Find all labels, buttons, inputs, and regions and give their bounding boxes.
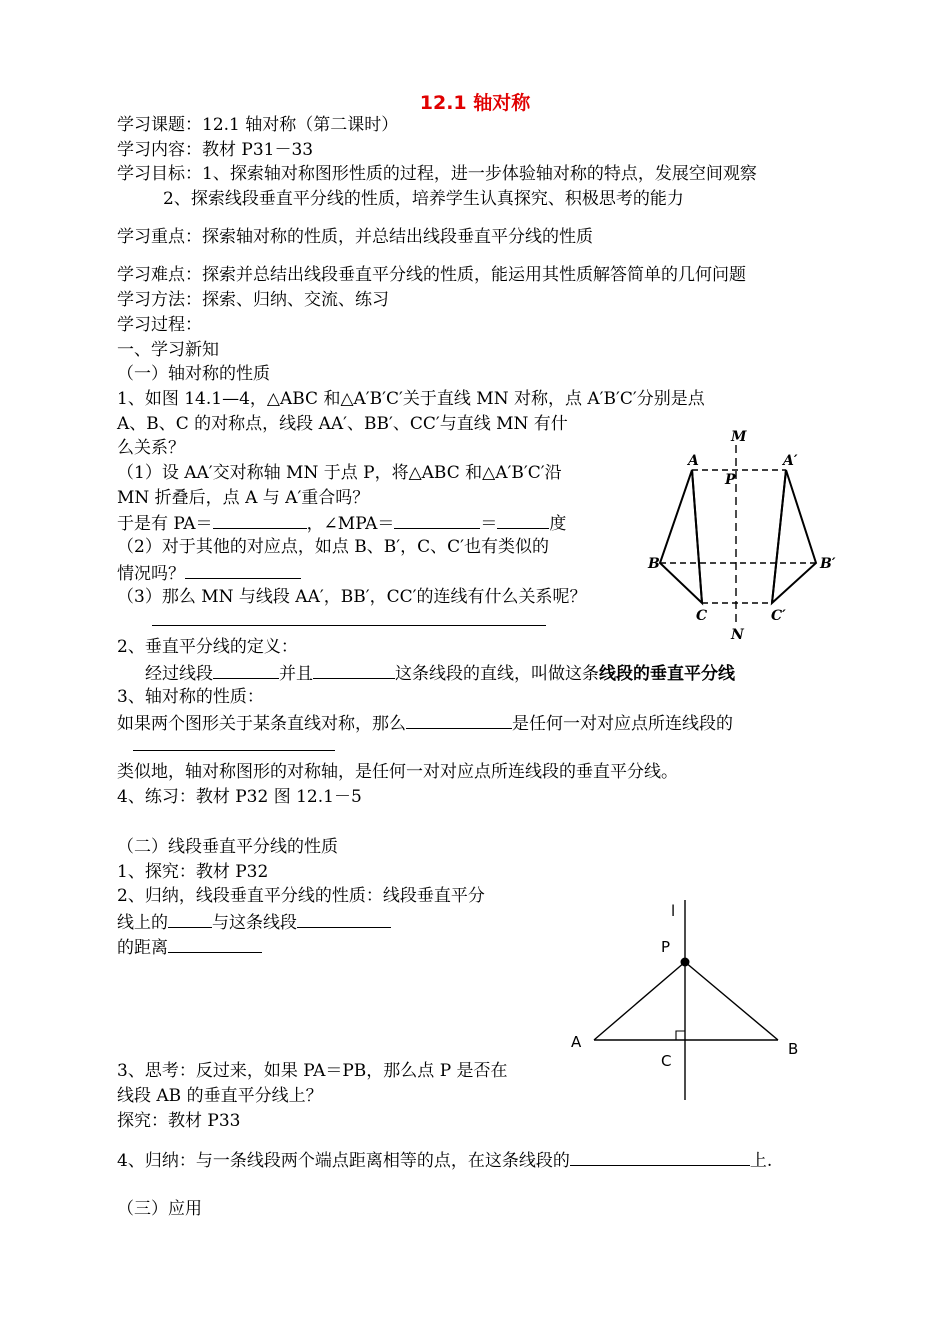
segment-pb	[685, 962, 778, 1040]
statement-text: 类似地，轴对称图形的对称轴，是任何一对对应点所连线段的垂直平分线。	[117, 762, 678, 782]
fill-in-line	[145, 661, 735, 685]
content-line: 学习内容：教材 P31－33	[117, 140, 314, 160]
label-a: A	[571, 1033, 582, 1051]
answer-blank[interactable]	[213, 511, 307, 529]
label-m: M	[731, 429, 747, 445]
fill-text: 如果两个图形关于某条直线对称，那么	[117, 714, 406, 734]
answer-line	[133, 733, 335, 757]
label-c: C	[661, 1052, 672, 1070]
answer-blank[interactable]	[133, 733, 335, 751]
answer-blank[interactable]	[152, 608, 546, 626]
fill-in-line	[117, 561, 301, 585]
fill-text: 4、归纳：与一条线段两个端点距离相等的点，在这条线段的	[117, 1151, 570, 1171]
label-b: B	[648, 556, 660, 572]
definition-title: 2、垂直平分线的定义：	[117, 637, 298, 657]
fill-text: 并且	[279, 664, 313, 684]
answer-blank[interactable]	[297, 910, 391, 928]
right-angle-mark	[676, 1031, 685, 1040]
key-point-line: 学习重点：探索轴对称的性质，并总结出线段垂直平分线的性质	[117, 227, 593, 247]
question-text: （3）那么 MN 与线段 AA′，BB′，CC′的连线有什么关系呢？	[117, 587, 587, 607]
subsection-heading: （二）线段垂直平分线的性质	[117, 837, 338, 857]
question-text: 1、如图 14.1—4，△ABC 和△A′B′C′关于直线 MN 对称，点 A′B′C′分别是点	[117, 389, 705, 409]
fill-in-line	[117, 935, 262, 959]
fill-text: 上.	[749, 1151, 773, 1171]
fill-text: 与这条线段	[212, 913, 297, 933]
explore-line: 探究：教材 P33	[117, 1111, 241, 1131]
difficulty-line: 学习难点：探索并总结出线段垂直平分线的性质，能运用其性质解答简单的几何问题	[117, 265, 746, 285]
label-a-prime: A′	[783, 453, 798, 469]
subsection-heading: （三）应用	[117, 1199, 202, 1219]
question-text: （1）设 AA′交对称轴 MN 于点 P，将△ABC 和△A′B′C′沿	[117, 463, 562, 483]
fill-text: 是任何一对对应点所连线段的	[512, 714, 733, 734]
explore-line: 1、探究：教材 P32	[117, 862, 269, 882]
summary-text: 2、归纳，线段垂直平分线的性质：线段垂直平分	[117, 886, 485, 906]
label-p: P	[661, 938, 671, 956]
question-text: MN 折叠后，点 A 与 A′重合吗？	[117, 488, 370, 508]
goal-line-2: 2、探索线段垂直平分线的性质，培养学生认真探究、积极思考的能力	[163, 189, 684, 209]
fill-text: 经过线段	[145, 664, 213, 684]
think-text: 线段 AB 的垂直平分线上？	[117, 1086, 323, 1106]
label-a: A	[688, 453, 699, 469]
answer-line	[152, 608, 546, 632]
process-line: 学习过程：	[117, 315, 202, 335]
label-c: C	[696, 608, 708, 624]
fill-text: 的距离	[117, 938, 168, 958]
answer-blank[interactable]	[394, 511, 480, 529]
fill-in-line	[117, 910, 391, 934]
answer-blank[interactable]	[168, 910, 212, 928]
label-b: B	[788, 1040, 799, 1058]
fill-text: 度	[549, 514, 567, 534]
segment-pa	[594, 962, 685, 1040]
label-c-prime: C′	[771, 608, 786, 624]
side-ac-prime	[772, 470, 786, 603]
question-text: 么关系？	[117, 438, 185, 458]
practice-line: 4、练习：教材 P32 图 12.1－5	[117, 787, 362, 807]
bisector-figure	[560, 890, 820, 1110]
answer-blank[interactable]	[168, 935, 262, 953]
label-b-prime: B′	[820, 556, 836, 572]
method-line: 学习方法：探索、归纳、交流、练习	[117, 290, 389, 310]
property-title: 3、轴对称的性质：	[117, 687, 264, 707]
answer-blank[interactable]	[406, 711, 512, 729]
fill-text: ，∠MPA＝	[306, 514, 395, 534]
section-heading: 一、学习新知	[117, 340, 219, 360]
topic-line: 学习课题：12.1 轴对称（第二课时）	[117, 115, 399, 135]
fill-text: 这条线段的直线，叫做这条	[395, 664, 599, 684]
fill-in-line	[117, 711, 733, 735]
answer-blank[interactable]	[185, 561, 301, 579]
answer-blank[interactable]	[213, 661, 279, 679]
question-text: A、B、C 的对称点，线段 AA′、BB′、CC′与直线 MN 有什	[117, 414, 568, 434]
fill-text: 于是有 PA＝	[117, 514, 213, 534]
side-ac	[692, 470, 702, 603]
subsection-heading: （一）轴对称的性质	[117, 364, 270, 384]
label-p: P	[725, 472, 736, 488]
point-p	[681, 958, 690, 967]
triangle-abc	[660, 470, 702, 603]
fill-in-line	[117, 511, 566, 535]
answer-blank[interactable]	[570, 1148, 750, 1166]
fill-text: ＝	[480, 514, 498, 534]
label-n: N	[731, 627, 744, 643]
label-l: l	[671, 902, 676, 920]
fill-in-line	[117, 1148, 772, 1172]
page-title: 12.1 轴对称	[419, 92, 531, 114]
question-text: （2）对于其他的对应点，如点 B、B′，C、C′也有类似的	[117, 537, 549, 557]
answer-blank[interactable]	[313, 661, 395, 679]
symmetry-figure	[640, 425, 850, 645]
answer-blank[interactable]	[497, 511, 549, 529]
fill-text: 线上的	[117, 913, 168, 933]
goal-line-1: 学习目标：1、探索轴对称图形性质的过程，进一步体验轴对称的特点，发展空间观察	[117, 164, 757, 184]
fill-text: 情况吗？	[117, 564, 185, 584]
definition-term: 线段的垂直平分线	[599, 664, 735, 684]
think-text: 3、思考：反过来，如果 PA＝PB，那么点 P 是否在	[117, 1061, 508, 1081]
